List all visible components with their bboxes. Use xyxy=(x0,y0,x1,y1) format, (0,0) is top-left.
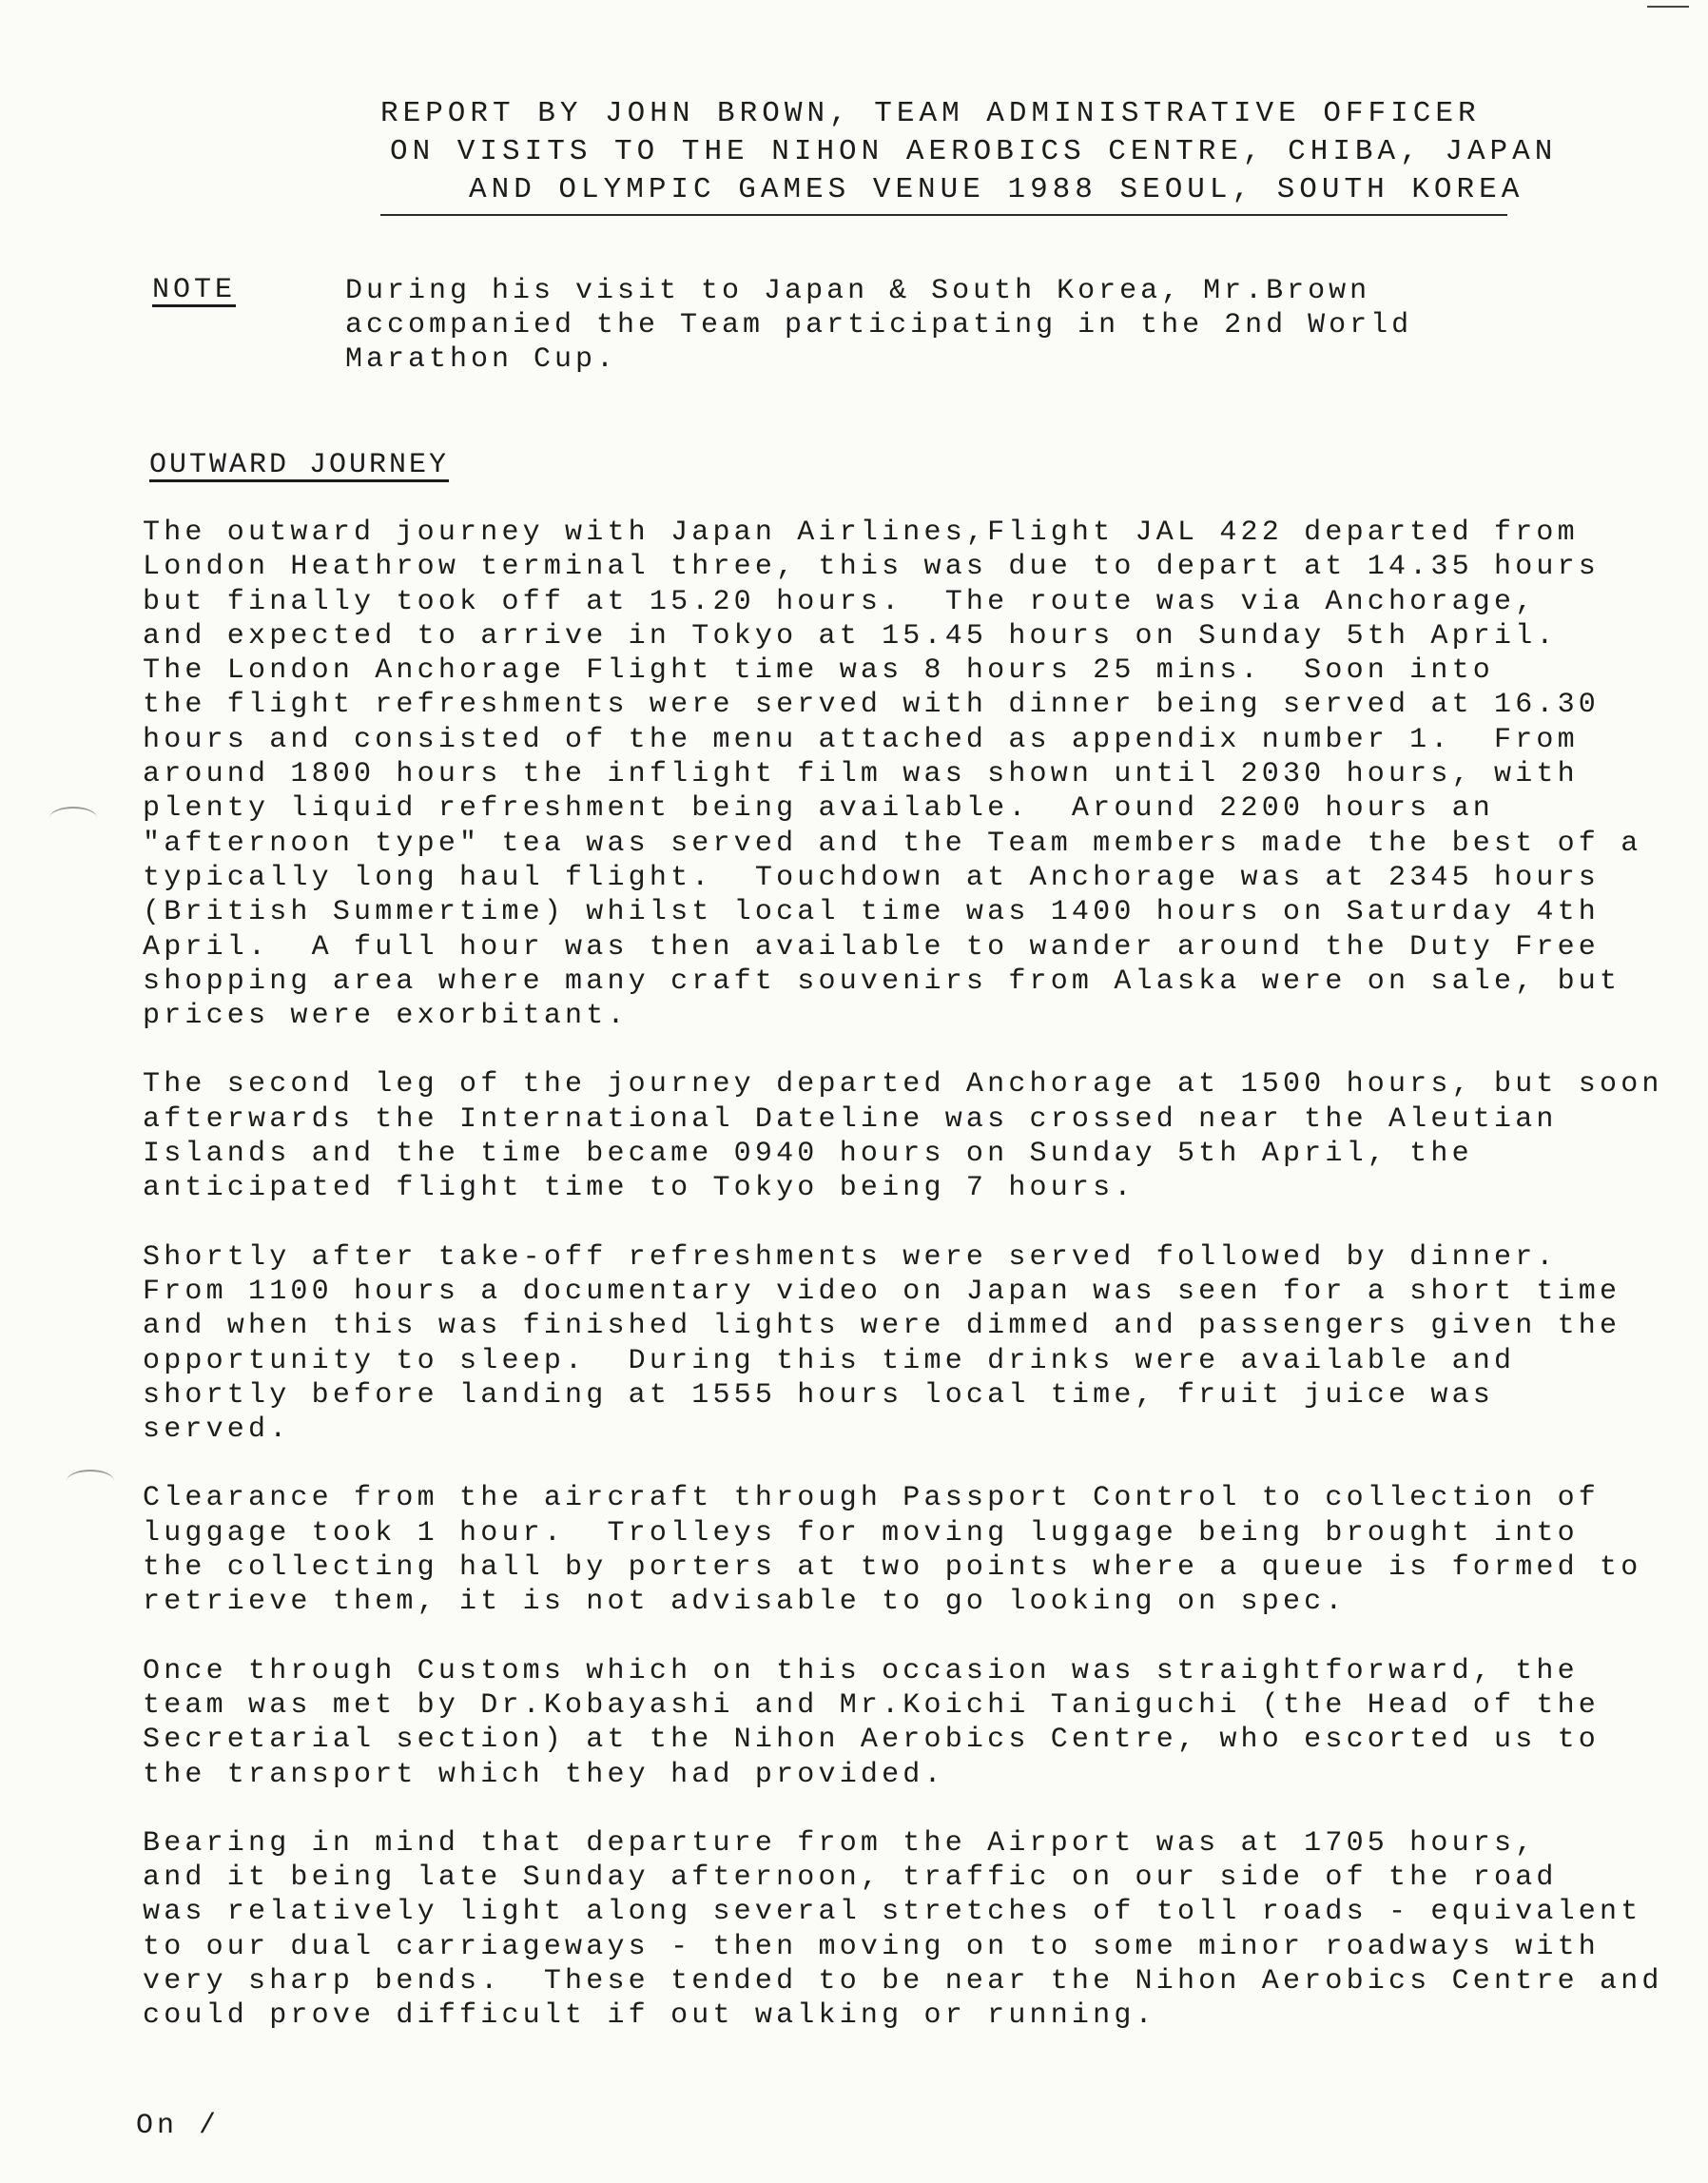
note-text xyxy=(345,274,1486,377)
paragraph xyxy=(143,1481,1683,1619)
paragraph-line: hours and consisted of the menu attached as appendix number 1. From xyxy=(143,723,1579,756)
paragraph-line: the transport which they had provided. xyxy=(143,1758,945,1791)
paragraph-line: anticipated flight time to Tokyo being 7 hours. xyxy=(143,1172,1135,1205)
paragraph-line: to our dual carriageways - then moving on to some minor roadways with xyxy=(143,1930,1601,1963)
paragraph xyxy=(143,1240,1683,1448)
punch-hole-mark-upper xyxy=(49,807,97,829)
paragraph-line: and it being late Sunday afternoon, traffic on our side of the road xyxy=(143,1861,1558,1895)
paragraph-line: team was met by Dr.Kobayashi and Mr.Koichi Taniguchi (the Head of the xyxy=(143,1688,1601,1722)
report-body xyxy=(143,516,1683,2068)
paragraph-line: From 1100 hours a documentary video on Japan was seen for a short time xyxy=(143,1275,1621,1308)
paragraph-line: shopping area where many craft souvenirs from Alaska were on sale, but xyxy=(143,965,1621,998)
section-heading: OUTWARD JOURNEY xyxy=(149,449,450,481)
paragraph-line: "afternoon type" tea was served and the Team members made the best of a xyxy=(143,827,1642,860)
paragraph-line: (British Summertime) whilst local time was 1400 hours on Saturday 4th xyxy=(143,896,1601,929)
paragraph-line: luggage took 1 hour. Trolleys for moving luggage being brought into xyxy=(143,1516,1579,1550)
paragraph-line: The second leg of the journey departed Anchorage at 1500 hours, but soon xyxy=(143,1068,1663,1101)
title-line: AND OLYMPIC GAMES VENUE 1988 SEOUL, SOUTH KOREA xyxy=(469,173,1524,206)
paragraph-line: served. xyxy=(143,1413,291,1447)
paragraph-line: the collecting hall by porters at two points where a queue is formed to xyxy=(143,1551,1642,1585)
title-underline xyxy=(380,214,1507,216)
punch-hole-mark-lower xyxy=(67,1470,114,1492)
note-line: During his visit to Japan & South Korea, Mr.Brown xyxy=(345,275,1371,307)
paragraph xyxy=(143,1067,1683,1205)
paragraph-line: London Heathrow terminal three, this was due to depart at 14.35 hours xyxy=(143,551,1601,584)
paragraph-line: Shortly after take-off refreshments were served followed by dinner. xyxy=(143,1240,1558,1274)
paragraph-line: shortly before landing at 1555 hours local time, fruit juice was xyxy=(143,1378,1494,1412)
paragraph-line: Clearance from the aircraft through Passport Control to collection of xyxy=(143,1482,1601,1515)
paragraph-line: opportunity to sleep. During this time drinks were available and xyxy=(143,1344,1516,1377)
note-line: accompanied the Team participating in the 2nd World xyxy=(345,309,1413,341)
paragraph xyxy=(143,1654,1683,1792)
paragraph-line: Islands and the time became 0940 hours on Sunday 5th April, the xyxy=(143,1138,1473,1171)
paragraph-line: Bearing in mind that departure from the Airport was at 1705 hours, xyxy=(143,1826,1537,1860)
paragraph-line: plenty liquid refreshment being available. Around 2200 hours an xyxy=(143,792,1494,826)
title-line: REPORT BY JOHN BROWN, TEAM ADMINISTRATIVE OFFICER xyxy=(380,97,1481,130)
paragraph-line: The outward journey with Japan Airlines,Flight JAL 422 departed from xyxy=(143,517,1579,549)
report-title xyxy=(380,95,1558,209)
paragraph-line: typically long haul flight. Touchdown at Anchorage was at 2345 hours xyxy=(143,861,1601,894)
note-line: Marathon Cup. xyxy=(345,343,618,376)
paragraph-line: retrieve them, it is not advisable to go looking on spec. xyxy=(143,1586,1347,1619)
paragraph-line: afterwards the International Dateline was crossed near the Aleutian xyxy=(143,1102,1558,1136)
paragraph-line: Secretarial section) at the Nihon Aerobics Centre, who escorted us to xyxy=(143,1724,1601,1757)
paragraph-line: and expected to arrive in Tokyo at 15.45 hours on Sunday 5th April. xyxy=(143,619,1558,653)
paragraph-line: the flight refreshments were served with dinner being served at 16.30 xyxy=(143,689,1601,722)
paragraph-line: prices were exorbitant. xyxy=(143,1000,629,1033)
paragraph-line: could prove difficult if out walking or running. xyxy=(143,1999,1156,2033)
paragraph-line: and when this was finished lights were dimmed and passengers given the xyxy=(143,1310,1621,1343)
paragraph xyxy=(143,1826,1683,2034)
paragraph-line: very sharp bends. These tended to be near the Nihon Aerobics Centre and xyxy=(143,1964,1663,1998)
paragraph xyxy=(143,516,1683,1033)
paragraph-line: but finally took off at 15.20 hours. The route was via Anchorage, xyxy=(143,585,1537,618)
note-label: NOTE xyxy=(152,274,237,306)
paragraph-line: The London Anchorage Flight time was 8 hours 25 mins. Soon into xyxy=(143,654,1494,688)
paragraph-line: April. A full hour was then available to wander around the Duty Free xyxy=(143,930,1601,964)
paragraph-line: was relatively light along several stretches of toll roads - equivalent xyxy=(143,1896,1642,1929)
title-line: ON VISITS TO THE NIHON AEROBICS CENTRE, CHIBA, JAPAN xyxy=(390,135,1558,168)
paragraph-line: Once through Customs which on this occasion was straightforward, the xyxy=(143,1654,1579,1687)
page-corner-mark xyxy=(1647,6,1689,8)
paragraph-line: around 1800 hours the inflight film was shown until 2030 hours, with xyxy=(143,758,1579,791)
page-continuation: On / xyxy=(136,2110,221,2142)
